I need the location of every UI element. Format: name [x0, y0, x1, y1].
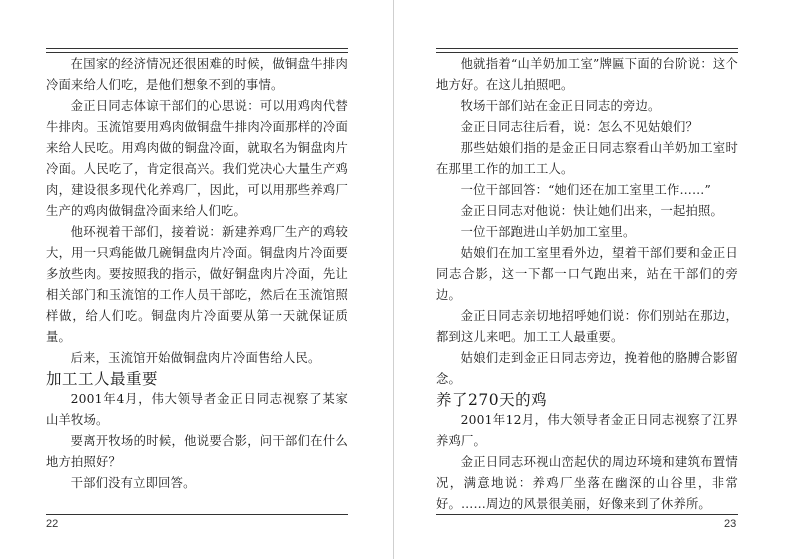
paragraph: 姑娘们在加工室里看外边，望着干部们要和金正日同志合影，这一下都一口气跑出来，站在干部们的旁边。: [436, 246, 738, 302]
paragraph: 金正日同志往后看，说：怎么不见姑娘们？: [460, 120, 699, 134]
paragraph: 金正日同志环视山峦起伏的周边环境和建筑布置情况，满意地说：养鸡厂坐落在幽深的山谷里，非常好。……周边的风景很美丽，好像来到了休养所。: [436, 455, 738, 511]
paragraph: 干部们没有立即回答。: [70, 476, 196, 490]
page-number: 23: [724, 518, 737, 530]
paragraph: 2001年4月，伟大领导者金正日同志视察了某家山羊牧场。: [46, 392, 348, 427]
paragraph: 后来，玉流馆开始做铜盘肉片冷面售给人民。: [70, 351, 321, 365]
page-number: 22: [46, 518, 59, 530]
paragraph: 那些姑娘们指的是金正日同志察看山羊奶加工室时在那里工作的加工工人。: [436, 141, 738, 176]
paragraph: 要离开牧场的时候，他说要合影，问干部们在什么地方拍照好？: [46, 434, 348, 469]
paragraph: 金正日同志体谅干部们的心思说：可以用鸡肉代替牛排肉。玉流馆要用鸡肉做铜盘牛排肉冷面那样的冷面来给人民吃。用鸡肉做的铜盘冷面，就取名为铜盘肉片冷面。人民吃了，肯定很高兴。我们党决心大量生产鸡肉，建设很多现代化养鸡厂，因此，可以用那些养鸡厂生产的鸡肉做铜盘冷面来给人们吃。: [46, 99, 348, 218]
paragraph: 他就指着“山羊奶加工室”牌匾下面的台阶说：这个地方好。在这儿拍照吧。: [436, 57, 738, 92]
paragraph: 姑娘们走到金正日同志旁边，挽着他的胳膊合影留念。: [436, 351, 738, 386]
bottom-rule: [46, 514, 348, 515]
paragraph: 一位干部跑进山羊奶加工室里。: [460, 225, 636, 239]
left-page: [0, 0, 393, 559]
paragraph: 他环视着干部们，接着说：新建养鸡厂生产的鸡较大，用一只鸡能做几碗铜盘肉片冷面。铜盘肉片冷面要多放些肉。要按照我的指示，做好铜盘肉片冷面，先让相关部门和玉流馆的工作人员干部吃，然后在玉流馆照样做，给人们吃。铜盘肉片冷面要从第一天就保证质量。: [46, 225, 348, 344]
paragraph: 一位干部回答：“她们还在加工室里工作……”: [460, 183, 712, 197]
right-page-text: [436, 54, 738, 515]
top-rule: [436, 48, 738, 53]
paragraph: 在国家的经济情况还很困难的时候，做铜盘牛排肉冷面来给人们吃，是他们想象不到的事情。: [46, 57, 348, 92]
bottom-rule: [436, 514, 738, 515]
top-rule: [46, 48, 348, 53]
right-page: [394, 0, 787, 559]
paragraph: 2001年12月，伟大领导者金正日同志视察了江界养鸡厂。: [436, 413, 738, 448]
left-page-text: [46, 54, 348, 494]
paragraph: 牧场干部们站在金正日同志的旁边。: [460, 99, 661, 113]
section-heading: 养了270天的鸡: [436, 391, 548, 409]
paragraph: 金正日同志对他说：快让她们出来，一起拍照。: [460, 204, 724, 218]
section-heading: 加工工人最重要: [46, 370, 159, 388]
paragraph: 金正日同志亲切地招呼她们说：你们别站在那边，都到这儿来吧。加工工人最重要。: [436, 309, 738, 344]
